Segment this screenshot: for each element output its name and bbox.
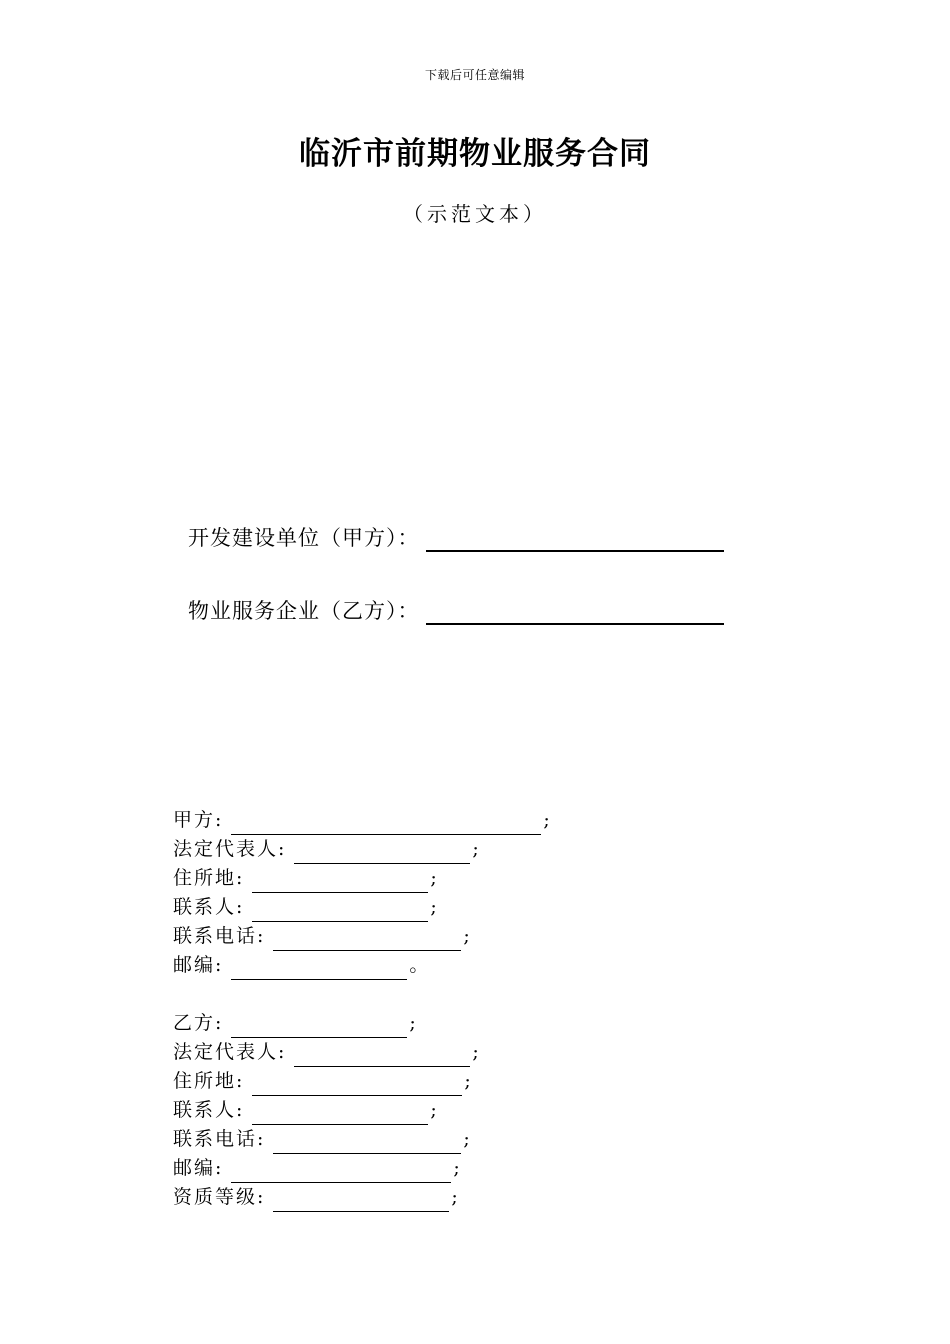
party-a-postcode-row <box>173 951 552 980</box>
party-b-contact-blank[interactable] <box>252 1103 428 1125</box>
cover-party-a-line <box>188 522 724 552</box>
row-end-mark: ; <box>472 1041 481 1063</box>
party-b-postcode-blank[interactable] <box>231 1161 451 1183</box>
party-a-contact-blank[interactable] <box>252 900 428 922</box>
party-a-postcode-blank[interactable] <box>231 958 407 980</box>
party-b-postcode-row <box>173 1154 481 1183</box>
party-b-contact-label: 联系人: <box>173 1099 245 1121</box>
row-end-mark: ; <box>543 809 552 831</box>
party-b-contact-row <box>173 1096 481 1125</box>
party-b-qualification-blank[interactable] <box>273 1190 449 1212</box>
party-b-legal-rep-blank[interactable] <box>294 1045 470 1067</box>
row-end-mark: ; <box>430 896 439 918</box>
row-end-mark: ; <box>453 1157 462 1179</box>
party-b-phone-blank[interactable] <box>273 1132 461 1154</box>
party-a-phone-row <box>173 922 552 951</box>
row-end-mark: ; <box>409 1012 418 1034</box>
party-b-qualification-label: 资质等级: <box>173 1186 266 1208</box>
party-a-address-row <box>173 864 552 893</box>
party-b-legal-rep-label: 法定代表人: <box>173 1041 287 1063</box>
party-a-address-label: 住所地: <box>173 867 245 889</box>
party-a-legal-rep-label: 法定代表人: <box>173 838 287 860</box>
party-b-name-label: 乙方: <box>173 1012 224 1034</box>
party-a-name-blank[interactable] <box>231 813 541 835</box>
party-a-phone-blank[interactable] <box>273 929 461 951</box>
party-b-name-blank[interactable] <box>231 1016 407 1038</box>
party-a-address-blank[interactable] <box>252 871 428 893</box>
header-note: 下载后可任意编辑 <box>424 68 525 82</box>
party-a-legal-rep-row <box>173 835 552 864</box>
party-a-postcode-label: 邮编: <box>173 954 224 976</box>
party-b-phone-label: 联系电话: <box>173 1128 266 1150</box>
row-end-mark: ; <box>430 1099 439 1121</box>
party-a-name-label: 甲方: <box>173 809 224 831</box>
document-title: 临沂市前期物业服务合同 <box>299 136 651 172</box>
party-b-postcode-label: 邮编: <box>173 1157 224 1179</box>
cover-party-a-label: 开发建设单位（甲方）： <box>188 526 420 550</box>
row-end-mark: ; <box>463 1128 472 1150</box>
party-b-info <box>173 1009 481 1212</box>
party-a-info <box>173 806 552 980</box>
party-b-address-label: 住所地: <box>173 1070 245 1092</box>
cover-party-b-line <box>188 595 724 625</box>
cover-party-a-blank[interactable] <box>426 528 724 552</box>
party-b-address-blank[interactable] <box>252 1074 462 1096</box>
row-end-mark: ; <box>430 867 439 889</box>
party-a-phone-label: 联系电话: <box>173 925 266 947</box>
row-end-mark: ; <box>464 1070 473 1092</box>
party-b-name-row <box>173 1009 481 1038</box>
cover-party-b-blank[interactable] <box>426 601 724 625</box>
party-b-qualification-row <box>173 1183 481 1212</box>
row-end-mark: 。 <box>409 954 431 976</box>
party-a-legal-rep-blank[interactable] <box>294 842 470 864</box>
row-end-mark: ; <box>451 1186 460 1208</box>
party-a-contact-label: 联系人: <box>173 896 245 918</box>
cover-party-b-label: 物业服务企业（乙方）： <box>188 599 420 623</box>
party-b-address-row <box>173 1067 481 1096</box>
party-b-legal-rep-row <box>173 1038 481 1067</box>
row-end-mark: ; <box>463 925 472 947</box>
party-a-name-row <box>173 806 552 835</box>
party-a-contact-row <box>173 893 552 922</box>
row-end-mark: ; <box>472 838 481 860</box>
document-subtitle: （示范文本） <box>403 202 547 226</box>
party-b-phone-row <box>173 1125 481 1154</box>
